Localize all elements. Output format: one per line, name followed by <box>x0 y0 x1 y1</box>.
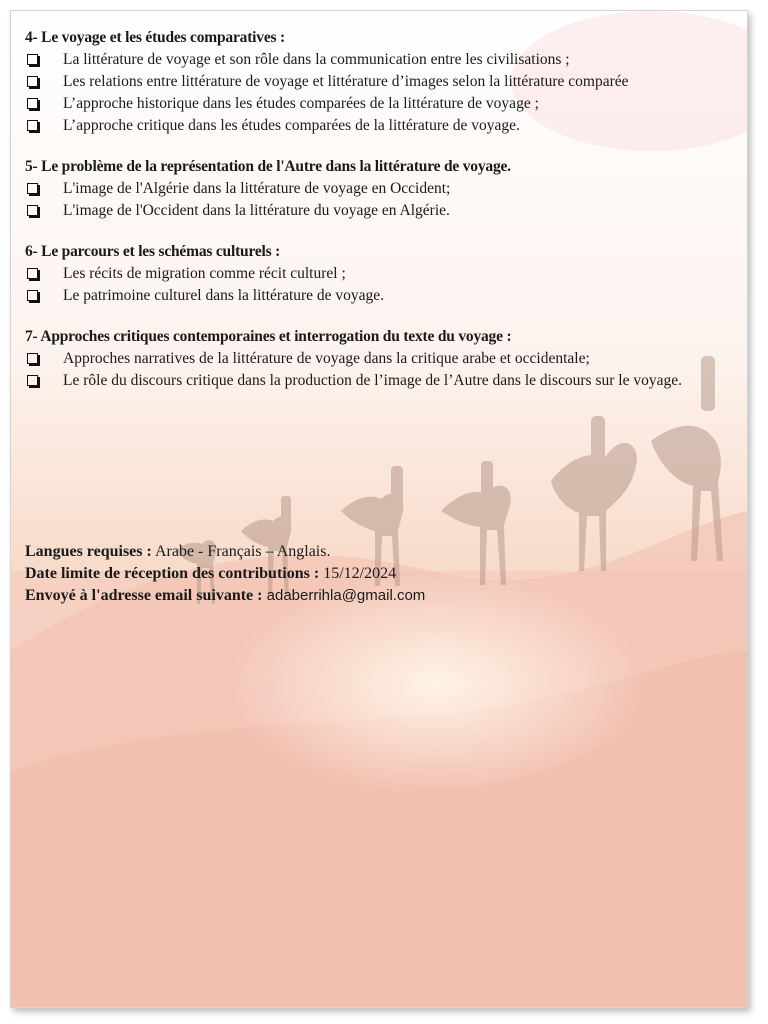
list-item <box>25 93 739 115</box>
document-page <box>10 10 748 1008</box>
checkbox-bullet-icon <box>27 54 38 65</box>
section-7 <box>25 326 739 392</box>
deadline-label: Date limite de réception des contributions : <box>25 565 320 582</box>
list-item-text: Les relations entre littérature de voyage et littérature d’images selon la littérature comparée <box>63 73 629 90</box>
checkbox-bullet-icon <box>27 183 38 194</box>
deadline-line <box>25 563 739 585</box>
checkbox-bullet-icon <box>27 120 38 131</box>
section-6 <box>25 241 739 307</box>
list-item <box>25 263 739 285</box>
deadline-value: 15/12/2024 <box>319 565 397 582</box>
topic-list <box>25 263 739 307</box>
email-address[interactable]: adaberrihla@gmail.com <box>262 587 426 604</box>
list-item-text: L'image de l'Occident dans la littérature du voyage en Algérie. <box>63 202 450 219</box>
languages-value: Arabe - Français – Anglais. <box>151 543 331 560</box>
list-item <box>25 49 739 71</box>
section-4 <box>25 27 739 137</box>
list-item <box>25 71 739 93</box>
section-title: 7- Approches critiques contemporaines et interrogation du texte du voyage : <box>25 328 512 345</box>
list-item-text: L'image de l'Algérie dans la littérature de voyage en Occident; <box>63 180 451 197</box>
list-item <box>25 285 739 307</box>
section-title: 6- Le parcours et les schémas culturels : <box>25 243 281 260</box>
list-item <box>25 370 739 392</box>
checkbox-bullet-icon <box>27 76 38 87</box>
checkbox-bullet-icon <box>27 98 38 109</box>
list-item-text: Les récits de migration comme récit culturel ; <box>63 265 346 282</box>
section-5 <box>25 156 739 222</box>
list-item-text: L’approche historique dans les études comparées de la littérature de voyage ; <box>63 95 539 112</box>
email-line <box>25 585 739 607</box>
checkbox-bullet-icon <box>27 205 38 216</box>
languages-line <box>25 541 739 563</box>
list-item-text: L’approche critique dans les études comparées de la littérature de voyage. <box>63 117 520 134</box>
section-title: 4- Le voyage et les études comparatives : <box>25 29 285 46</box>
topic-list <box>25 178 739 222</box>
list-item-text: Approches narratives de la littérature de voyage dans la critique arabe et occidentale; <box>63 350 590 367</box>
list-item <box>25 348 739 370</box>
topic-list <box>25 49 739 137</box>
call-for-papers-topics <box>25 27 739 411</box>
list-item-text: Le rôle du discours critique dans la production de l’image de l’Autre dans le discours sur le voyage. <box>63 372 682 389</box>
languages-label: Langues requises : <box>25 543 152 560</box>
checkbox-bullet-icon <box>27 268 38 279</box>
checkbox-bullet-icon <box>27 353 38 364</box>
list-item-text: La littérature de voyage et son rôle dans la communication entre les civilisations ; <box>63 51 570 68</box>
list-item <box>25 200 739 222</box>
checkbox-bullet-icon <box>27 375 38 386</box>
list-item-text: Le patrimoine culturel dans la littérature de voyage. <box>63 287 385 304</box>
submission-info <box>25 541 739 607</box>
section-title: 5- Le problème de la représentation de l'Autre dans la littérature de voyage. <box>25 158 511 175</box>
list-item <box>25 115 739 137</box>
email-label: Envoyé à l'adresse email suivante : <box>25 587 263 604</box>
checkbox-bullet-icon <box>27 290 38 301</box>
list-item <box>25 178 739 200</box>
topic-list <box>25 348 739 392</box>
